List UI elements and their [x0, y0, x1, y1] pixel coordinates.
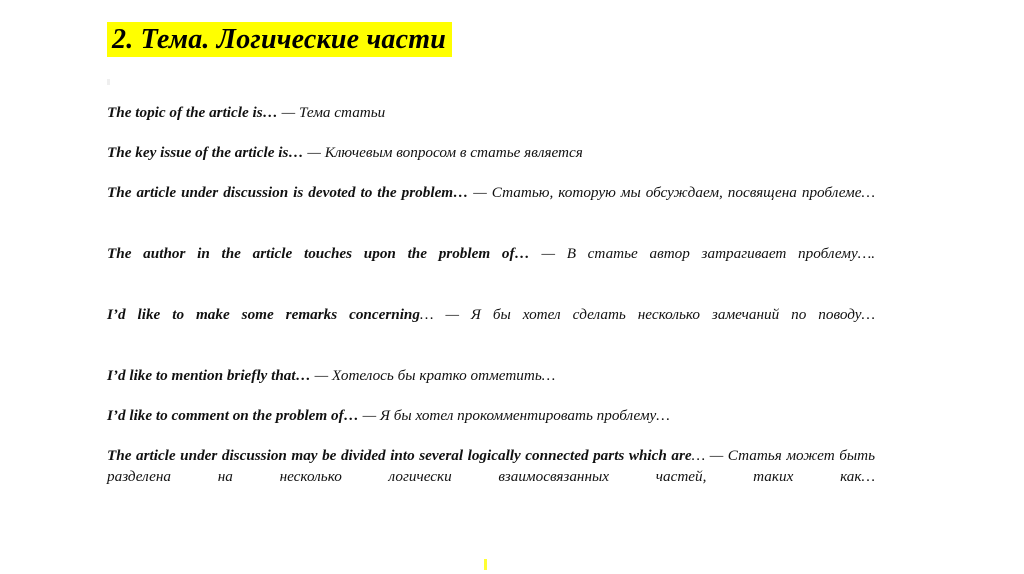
- phrase-list: [107, 102, 875, 508]
- page-title: 2. Тема. Логические части: [107, 22, 452, 57]
- phrase-separator-dash: —: [473, 184, 487, 201]
- phrase-russian: Тема статьи: [298, 104, 386, 121]
- phrase-ellipsis: …: [419, 306, 434, 323]
- phrase-entry: [107, 142, 875, 163]
- phrase-separator-dash: —: [314, 367, 329, 384]
- phrase-english: I’d like to comment on the problem of…: [107, 407, 359, 424]
- phrase-russian: Ключевым вопросом в статье является: [324, 144, 583, 161]
- phrase-english: The topic of the article is…: [107, 104, 278, 121]
- phrase-separator-dash: —: [541, 245, 555, 262]
- slide-title-container: [107, 20, 917, 61]
- phrase-separator-dash: —: [445, 306, 459, 323]
- phrase-entry: [107, 102, 875, 123]
- phrase-russian: Хотелось бы кратко отметить…: [331, 367, 556, 384]
- phrase-separator-dash: —: [281, 104, 296, 121]
- phrase-russian: Статья может быть разделена на несколько логически взаимосвязанных частей, таких как…: [107, 447, 876, 485]
- phrase-separator-dash: —: [362, 407, 377, 424]
- phrase-russian: Я бы хотел прокомментировать проблему…: [379, 407, 670, 424]
- phrase-entry: [107, 405, 875, 426]
- phrase-english: The key issue of the article is…: [107, 144, 304, 161]
- phrase-english: The article under discussion is devoted to the problem…: [107, 184, 469, 201]
- phrase-entry: [107, 243, 875, 285]
- phrase-russian: В статье автор затрагивает проблему….: [566, 245, 875, 262]
- phrase-entry: [107, 445, 875, 508]
- phrase-english: The article under discussion may be divided into several logically connected parts which are: [107, 447, 692, 464]
- phrase-russian: Я бы хотел сделать несколько замечаний по поводу…: [470, 306, 876, 323]
- phrase-entry: [107, 304, 875, 346]
- phrase-entry: [107, 365, 875, 386]
- phrase-english: I’d like to mention briefly that…: [107, 367, 311, 384]
- phrase-russian: Статью, которую мы обсуждаем, посвящена проблеме…: [491, 184, 875, 201]
- phrase-separator-dash: —: [709, 447, 724, 464]
- phrase-separator-dash: —: [307, 144, 321, 161]
- phrase-english: The author in the article touches upon the problem of…: [107, 245, 530, 262]
- stray-mark: [107, 79, 110, 85]
- phrase-entry: [107, 182, 875, 224]
- bottom-marker: [484, 559, 487, 570]
- phrase-ellipsis: …: [691, 447, 706, 464]
- phrase-english: I’d like to make some remarks concerning: [107, 306, 420, 323]
